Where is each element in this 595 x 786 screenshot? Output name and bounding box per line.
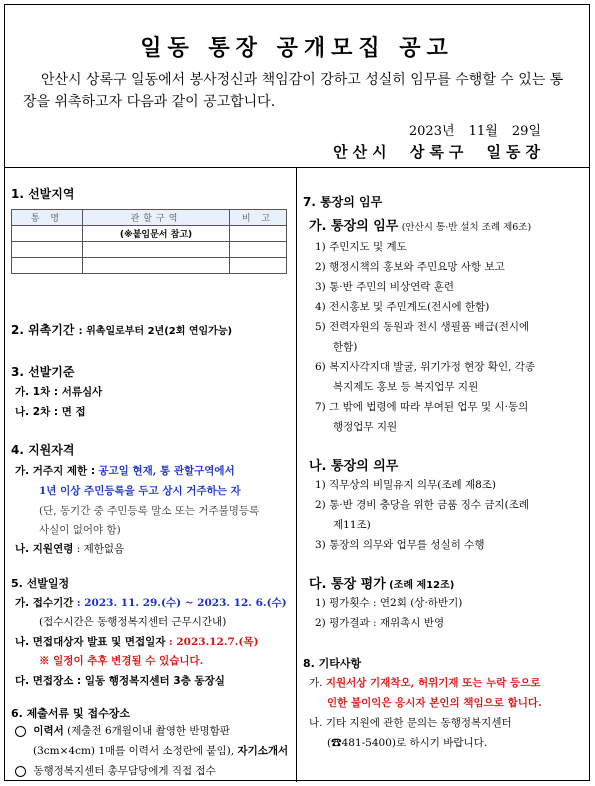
evaluation-item: 1) 평가횟수 : 연2회 (상·하반기)	[315, 597, 463, 609]
application-hours: (접수시간은 동행정복지센터 근무시간내)	[39, 616, 227, 628]
obligation-item-cont: 제11조)	[333, 519, 371, 531]
duty-item: 7) 그 밖에 법령에 따라 부여된 업무 및 시·동의	[315, 401, 529, 413]
duty-item-cont: 한함)	[333, 341, 358, 353]
age-requirement: 나. 지원연령 : 제한없음	[15, 543, 125, 555]
other-note-b: 나. 기타 지원에 관한 문의는 동행정복지센터	[309, 717, 512, 729]
interview-location: 다. 면접장소 : 일동 행정복지센터 3층 동장실	[15, 675, 225, 687]
schedule-change-note: ※ 일정이 추후 변경될 수 있습니다.	[39, 655, 204, 667]
criteria-2: 나. 2차 : 면 접	[15, 406, 86, 418]
other-note-a-cont: 인한 불이익은 응시자 본인의 책임으로 합니다.	[327, 697, 542, 709]
notice-header	[5, 5, 589, 168]
area-table	[11, 209, 287, 274]
table-row	[12, 226, 287, 242]
section-7-title: 7. 통장의 임무	[303, 195, 383, 209]
required-doc-1-cont: (3cm×4cm) 1매를 이력서 소정란에 붙임), 자기소개서	[33, 745, 289, 757]
table-row	[12, 242, 287, 258]
other-note-a: 가. 지원서상 기재착오, 허위기재 또는 누락 등으로	[309, 677, 541, 689]
table-row	[12, 258, 287, 274]
obligation-item: 3) 통장의 의무와 업무를 성실히 수행	[315, 539, 485, 551]
duty-item: 4) 전시홍보 및 주민계도(전시에 한함)	[315, 301, 490, 313]
circle-bullet-icon	[15, 766, 26, 777]
section-2-title: 2. 위촉기간 : 위촉일로부터 2년(2회 연임가능)	[11, 323, 233, 337]
intro-text: 안산시 상록구 일동에서 봉사정신과 책임감이 강하고 성실히 임무를 수행할 수 있는 통장을 위촉하고자 다음과 같이 공고합니다.	[23, 72, 564, 110]
duty-item: 6) 복지사각지대 발굴, 위기가정 현장 확인, 각종	[315, 361, 536, 373]
duty-item: 5) 전력자원의 동원과 전시 생필품 배급(전시에	[315, 321, 530, 333]
circle-bullet-icon	[15, 726, 26, 737]
notice-page	[4, 4, 590, 781]
evaluation-item: 2) 평가결과 : 재위촉시 반영	[315, 617, 445, 629]
table-header-cell: 통 명	[12, 210, 83, 226]
column-divider	[296, 167, 297, 782]
notice-date: 2023년 11월 29일	[408, 124, 541, 139]
section-6-title: 6. 제출서류 및 접수장소	[11, 707, 130, 720]
criteria-1: 가. 1차 : 서류심사	[15, 386, 103, 398]
duty-item-cont: 행정업무 지원	[333, 421, 398, 433]
section-4-title: 4. 지원자격	[11, 443, 75, 457]
section-8-title: 8. 기타사항	[303, 657, 362, 670]
required-doc-1: 이력서 (제출전 6개월이내 촬영한 반명함판	[15, 723, 230, 738]
section-5-title: 5. 선발일정	[11, 577, 70, 590]
table-header-row	[12, 210, 287, 226]
interview-date: 나. 면접대상자 발표 및 면접일자 : 2023.12.7.(목)	[15, 636, 259, 648]
duty-item-cont: 복지제도 홍보 등 복지업무 지원	[333, 381, 479, 393]
table-note: (※붙임문서 참고)	[83, 226, 230, 242]
obligations-title: 나. 통장의 의무	[309, 459, 399, 474]
obligation-item: 2) 통·반 경비 충당을 위한 금품 징수 금지(조례	[315, 499, 530, 511]
term-value: : 위촉일로부터 2년(2회 연임가능)	[78, 326, 233, 337]
section-1-title: 1. 선발지역	[11, 187, 75, 201]
residence-requirement: 가. 거주지 제한 : 공고일 현재, 통 관할구역에서	[15, 465, 235, 477]
application-period: 가. 접수기간 : 2023. 11. 29.(수) ~ 2023. 12. 6.(수)	[15, 597, 287, 609]
residence-note: (단, 동기간 중 주민등록 말소 또는 거주불명등록	[39, 505, 260, 517]
table-header-cell: 비 고	[230, 210, 287, 226]
submission-place: 동행정복지센터 총무담당에게 직접 접수	[15, 763, 216, 778]
duties-title: 가. 통장의 임무 (안산시 통·반 설치 조례 제6조)	[309, 219, 532, 234]
obligation-item: 1) 직무상의 비밀유지 의무(조례 제8조)	[315, 479, 497, 491]
table-header-cell: 관할구역	[83, 210, 230, 226]
residence-requirement-cont: 1년 이상 주민등록을 두고 상시 거주하는 자	[39, 485, 241, 497]
evaluation-title: 다. 통장 평가 (조례 제12조)	[309, 577, 455, 592]
issuing-org: 안산시 상록구 일동장	[333, 143, 545, 161]
duty-item: 3) 통·반 주민의 비상연락 훈련	[315, 281, 455, 293]
duty-item: 2) 행정시책의 홍보와 주민요망 사항 보고	[315, 261, 505, 273]
page-title: 일동 통장 공개모집 공고	[140, 35, 454, 61]
duty-item: 1) 주민지도 및 계도	[315, 241, 407, 253]
section-3-title: 3. 선발기준	[11, 365, 75, 379]
contact-phone: (☎481-5400)로 하시기 바랍니다.	[327, 737, 488, 749]
residence-note-cont: 사실이 없어야 함)	[39, 524, 121, 536]
